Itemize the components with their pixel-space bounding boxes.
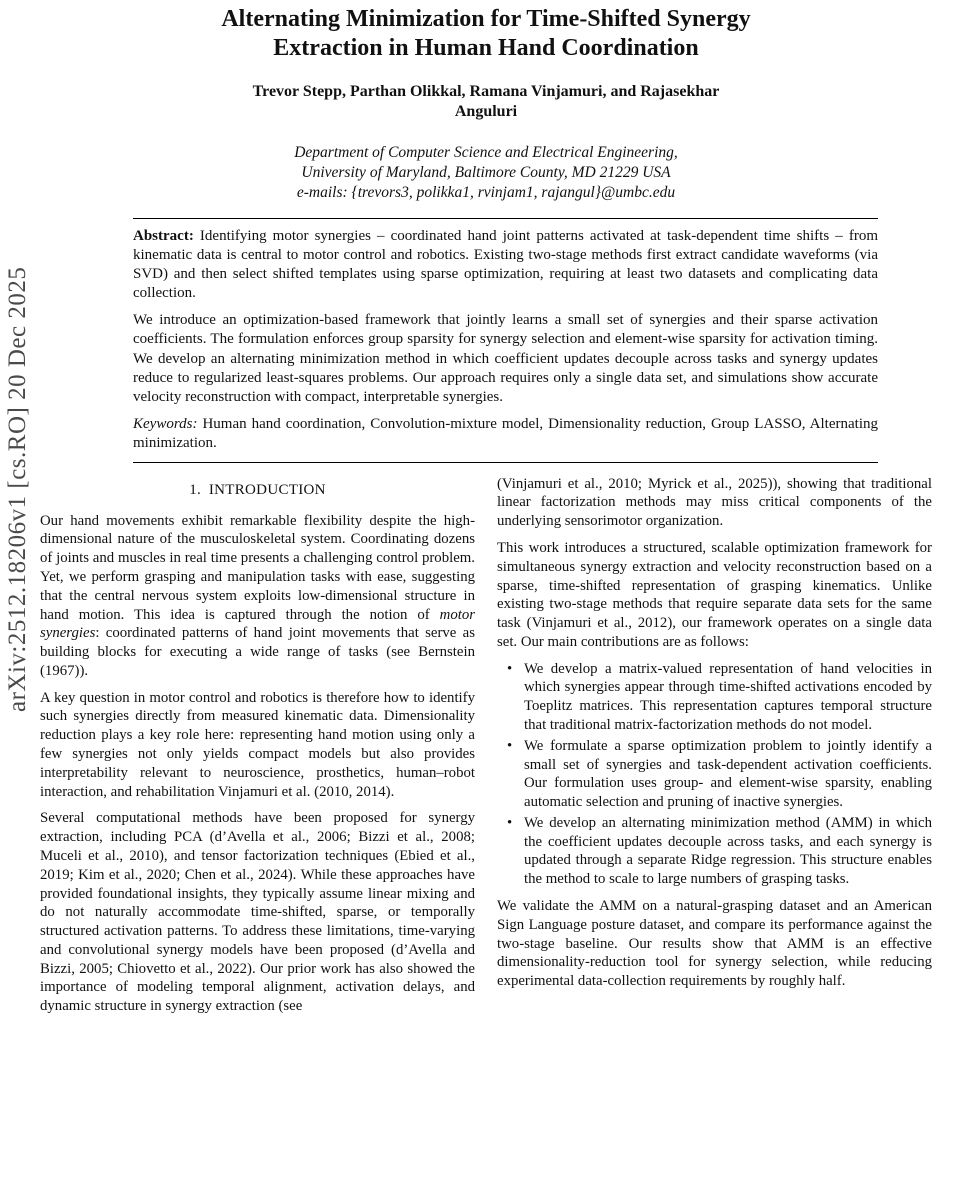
intro-paragraph-1 (40, 512, 475, 681)
contributions-list (507, 660, 932, 889)
contribution-item-2 (507, 737, 932, 812)
keywords-paragraph (133, 415, 878, 453)
paper-content (40, 0, 932, 1024)
paper-title: Alternating Minimization for Time-Shifted Synergy Extraction in Human Hand Coordination (221, 6, 751, 62)
intro-paragraph-1-text-before: Our hand movements exhibit remarkable flexibility despite the high-dimensional nature of the musculoskeletal system. Coordinating dozens of joints and muscles in real time presents a challenging control problem. Yet, we perform grasping and manipulation tasks with ease, suggesting that the central nervous system exploits low-dimensional structure in hand motion. This idea is captured through the notion of (40, 512, 475, 623)
motor-synergies-term: motor synergies (40, 606, 475, 642)
right-paragraph-3: We validate the AMM on a natural-grasping dataset and an American Sign Language posture dataset, and compare its performance against the two-stage baseline. Our results show that AMM is an effective dimensionality-reduction tool for synergy selection, while reducing experimental data-collection requirements by roughly half. (497, 898, 932, 990)
left-column (40, 475, 475, 1024)
intro-paragraph-2: A key question in motor control and robotics is therefore how to identify such synergies directly from measured kinematic data. Dimensionality reduction plays a key role here: representing hand motion using only a few synergies not only yields compact models but also provides interpretability relevant to neuroscience, prosthetics, human–robot interaction, and rehabilitation Vinjamuri et al. (2010, 2014). (40, 689, 475, 800)
right-column (497, 475, 932, 1024)
abstract-paragraph-1 (133, 227, 878, 304)
abstract-text-1: Identifying motor synergies – coordinated hand joint patterns activated at task-dependent time shifts – from kinematic data is central to motor control and robotics. Existing two-stage methods first extract candidate waveforms (via SVD) and then select shifted templates using sparse optimization, requiring at least two datasets and complicating data collection. (133, 227, 879, 302)
bullet-icon: • (507, 814, 513, 831)
contribution-text-2: We formulate a sparse optimization problem to jointly identify a small set of synergies and task-dependent activation coefficients. Our formulation uses group- and element-wise sparsity, enabling automatic selection and pruning of inactive synergies. (524, 737, 932, 811)
section-heading-introduction: 1. INTRODUCTION (189, 481, 326, 498)
affiliation-line-2: University of Maryland, Baltimore County, MD 21229 USA (301, 164, 671, 182)
intro-paragraph-3: Several computational methods have been proposed for synergy extraction, including PCA (d’Avella et al., 2006; Bizzi et al., 2008; Muceli et al., 2010), and tensor factorization techniques (Ebied et al., 2019; Kim et al., 2020; Chen et al., 2024). While these approaches have provided foundational insights, they typically assume linear mixing and do not naturally accommodate time-shifted, sparse, or temporally structured activation patterns. To address these limitations, time-varying and convolutional synergy models have been proposed (d’Avella and Bizzi, 2005; Chiovetto et al., 2022). Our prior work has also showed the importance of modeling temporal alignment, activation delays, and dynamic structure in synergy extraction (see (40, 810, 475, 1015)
bullet-icon: • (507, 737, 513, 754)
keywords-text: Human hand coordination, Convolution-mixture model, Dimensionality reduction, Group LASSO, Alternating minimization. (133, 416, 878, 452)
contribution-item-1 (507, 660, 932, 735)
right-paragraph-2: This work introduces a structured, scalable optimization framework for simultaneous synergy extraction and velocity reconstruction based on a sparse, time-shifted representation of grasping kinematics. Unlike existing two-stage methods that require separate data sets for the same task (Vinjamuri et al., 2012), our framework operates on a single data set. Our main contributions are as follows: (497, 539, 932, 650)
intro-paragraph-1-text-after: : coordinated patterns of hand joint movements that serve as building blocks for executing a wide range of tasks (see Bernstein (1967)). (40, 625, 475, 679)
bullet-icon: • (507, 660, 513, 677)
bottom-divider-rule (133, 462, 878, 463)
contribution-text-3: We develop an alternating minimization method (AMM) in which the coefficient updates decouple across tasks, and each synergy is updated through a separate Ridge regression. This structure enables the method to scale to large numbers of grasping tasks. (524, 814, 932, 888)
contribution-item-3 (507, 814, 932, 889)
abstract-section (133, 218, 878, 463)
abstract-paragraph-2: We introduce an optimization-based framework that jointly learns a small set of synergies and their sparse activation coefficients. The formulation enforces group sparsity for synergy selection and element-wise sparsity for activation timing. We develop an alternating minimization method in which coefficient updates decouple across tasks and synergy updates reduce to regularized least-squares problems. Our approach requires only a single data set, and simulations show accurate velocity reconstruction with compact, interpretable synergies. (133, 312, 878, 406)
contribution-text-1: We develop a matrix-valued representation of hand velocities in which synergies appear through time-shifted activations encoded by Toeplitz matrices. This representation captures temporal structure that traditional matrix-factorization methods do not model. (524, 660, 932, 733)
keywords-label: Keywords: (133, 416, 198, 433)
affiliation-block (40, 143, 932, 203)
right-paragraph-1: (Vinjamuri et al., 2010; Myrick et al., 2025)), showing that traditional linear factorization methods may miss critical components of the underlying sensorimotor organization. (497, 475, 932, 530)
arxiv-watermark: arXiv:2512.18206v1 [cs.RO] 20 Dec 2025 (4, 266, 31, 712)
affiliation-line-1: Department of Computer Science and Electrical Engineering, (294, 144, 678, 162)
authors-line: Trevor Stepp, Parthan Olikkal, Ramana Vinjamuri, and Rajasekhar Anguluri (252, 82, 720, 121)
affiliation-line-3: e-mails: {trevors3, polikka1, rvinjam1, rajangul}@umbc.edu (296, 184, 676, 202)
abstract-label: Abstract: (133, 227, 194, 244)
top-divider-rule (133, 218, 878, 219)
two-column-body (40, 475, 932, 1024)
